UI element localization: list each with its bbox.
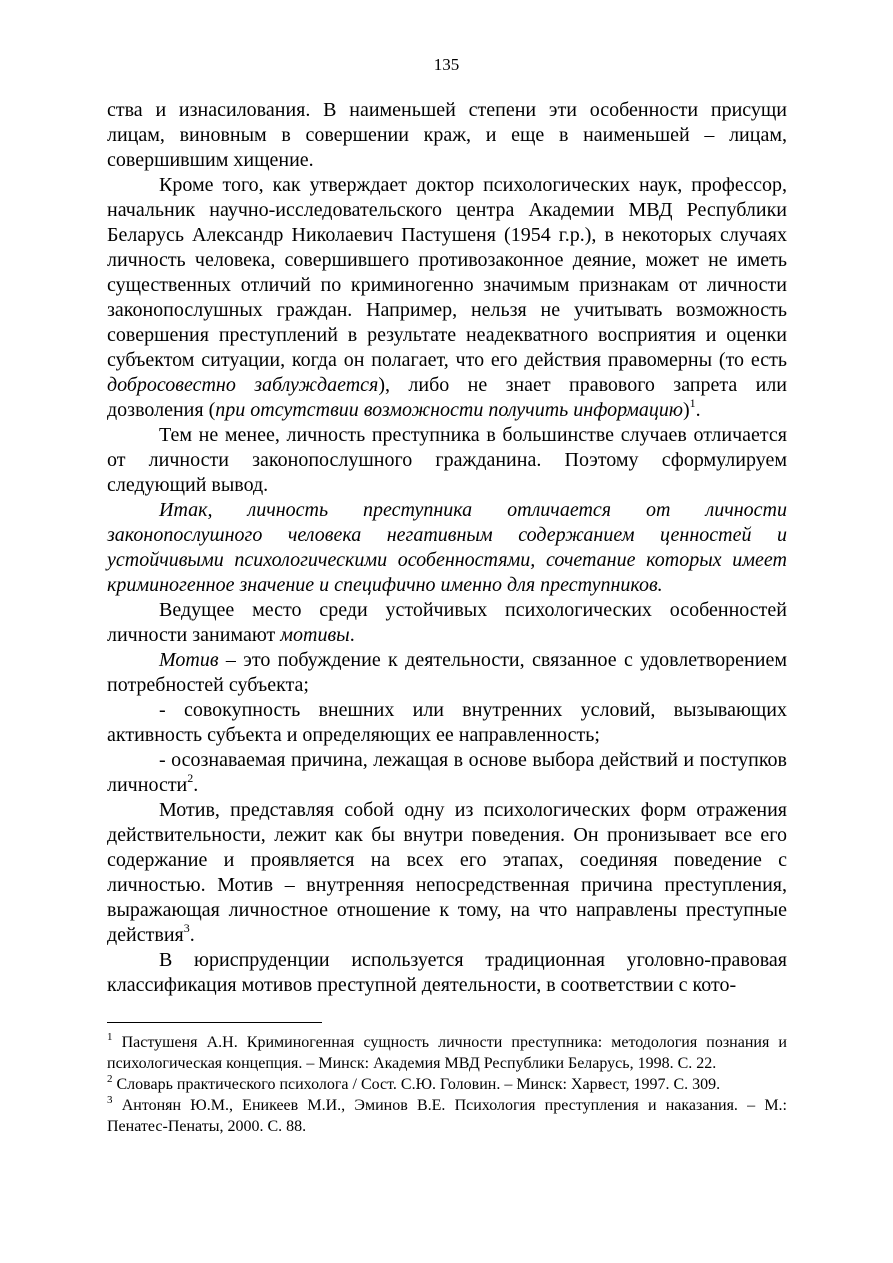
paragraph-text: Тем не менее, личность преступника в большинстве случаев отличается от личности законопослушного гражданина. Поэтому сформулируем следующий вывод. <box>107 424 787 496</box>
footnote-mark: 1 <box>107 1031 113 1043</box>
paragraph-list-item <box>107 698 787 748</box>
paragraph-pastushenya <box>107 173 787 423</box>
paragraph-text: ства и изнасилования. В наименьшей степени эти особенности присущи лицам, виновным в совершении краж, и еще в наименьшей – лицам, совершившим хищение. <box>107 99 787 171</box>
paragraph-text: ) <box>682 399 690 421</box>
paragraph-text: Кроме того, как утверждает доктор психологических наук, профессор, начальник научно-исследовательского центра Академии МВД Республики Беларусь Александр Николаевич Пастушеня (1954 г.р.), в некоторых случаях личность человека, совершившего противозаконное деяние, может не иметь существенных отличий по криминогенно значимым признакам от личности законопослушных граждан. Например, нельзя не учитывать возможность совершения преступлений в результате неадекватного восприятия и оценки субъектом ситуации, когда он полагает, что его действия правомерны (то есть <box>107 174 787 371</box>
paragraph-text: Ведущее место среди устойчивых психологических особенностей личности занимают <box>107 599 787 646</box>
footnote-1 <box>107 1032 787 1074</box>
paragraph-text: - совокупность внешних или внутренних условий, вызывающих активность субъекта и определяющих ее направленность; <box>107 699 787 746</box>
paragraph-text: Итак, личность преступника отличается от личности законопослушного человека негативным содержанием ценностей и устойчивыми психологическими особенностями, сочетание которых имеет криминогенное значение и специфично именно для преступников. <box>107 499 787 596</box>
paragraph-conclusion <box>107 498 787 598</box>
footnote-ref-1[interactable]: 1 <box>689 396 696 410</box>
footnote-mark: 3 <box>107 1094 113 1106</box>
footnote-separator <box>107 1022 322 1023</box>
footnote-text: Пастушеня А.Н. Криминогенная сущность личности преступника: методология познания и психологическая концепция. – Минск: Академия МВД Республики Беларусь, 1998. С. 22. <box>107 1034 787 1072</box>
paragraph-nevertheless <box>107 423 787 498</box>
italic-phrase: мотивы <box>280 624 350 646</box>
italic-phrase: при отсутствии возможности получить информацию <box>215 399 683 421</box>
paragraph-continuation <box>107 98 787 173</box>
body-text <box>107 98 787 998</box>
footnote-ref-3[interactable]: 3 <box>183 921 190 935</box>
paragraph-text: ), либо не знает правового запрета или дозволения ( <box>107 374 788 421</box>
footnote-2 <box>107 1074 787 1095</box>
footnote-text: Антонян Ю.М., Еникеев М.И., Эминов В.Е. Психология преступления и наказания. – М.: Пенатес-Пенаты, 2000. С. 88. <box>107 1097 787 1135</box>
footnote-3 <box>107 1095 787 1137</box>
footnote-mark: 2 <box>107 1073 113 1085</box>
italic-phrase: добросовестно заблуждается <box>107 374 379 396</box>
paragraph-motive-definition <box>107 648 787 698</box>
italic-term: Мотив <box>159 649 219 671</box>
paragraph-text: В юриспруденции используется традиционная уголовно-правовая классификация мотивов преступной деятельности, в соответствии с кото- <box>107 949 787 996</box>
paragraph-list-item <box>107 748 787 798</box>
footnotes <box>107 1032 787 1137</box>
page-number: 135 <box>433 55 460 74</box>
paragraph-text: . <box>193 774 199 796</box>
paragraph-jurisprudence <box>107 948 787 998</box>
paragraph-leading-place <box>107 598 787 648</box>
paragraph-motive-reflection <box>107 798 787 948</box>
paragraph-text: Мотив, представляя собой одну из психологических форм отражения действительности, лежит как бы внутри поведения. Он пронизывает все его содержание и проявляется на всех его этапах, соединяя поведение с личностью. Мотив – внутренняя непосредственная причина преступления, выражающая личностное отношение к тому, на что направлены преступные действия <box>107 799 787 946</box>
footnote-text: Словарь практического психолога / Сост. С.Ю. Головин. – Минск: Харвест, 1997. С. 309. <box>112 1076 721 1093</box>
paragraph-text: . <box>349 624 355 646</box>
footnote-ref-2[interactable]: 2 <box>187 771 194 785</box>
paragraph-text: . <box>189 924 195 946</box>
paragraph-text: – это побуждение к деятельности, связанное с удовлетворением потребностей субъекта; <box>107 649 787 696</box>
paragraph-text: . <box>695 399 701 421</box>
paragraph-text: - осознаваемая причина, лежащая в основе выбора действий и поступков личности <box>107 749 787 796</box>
